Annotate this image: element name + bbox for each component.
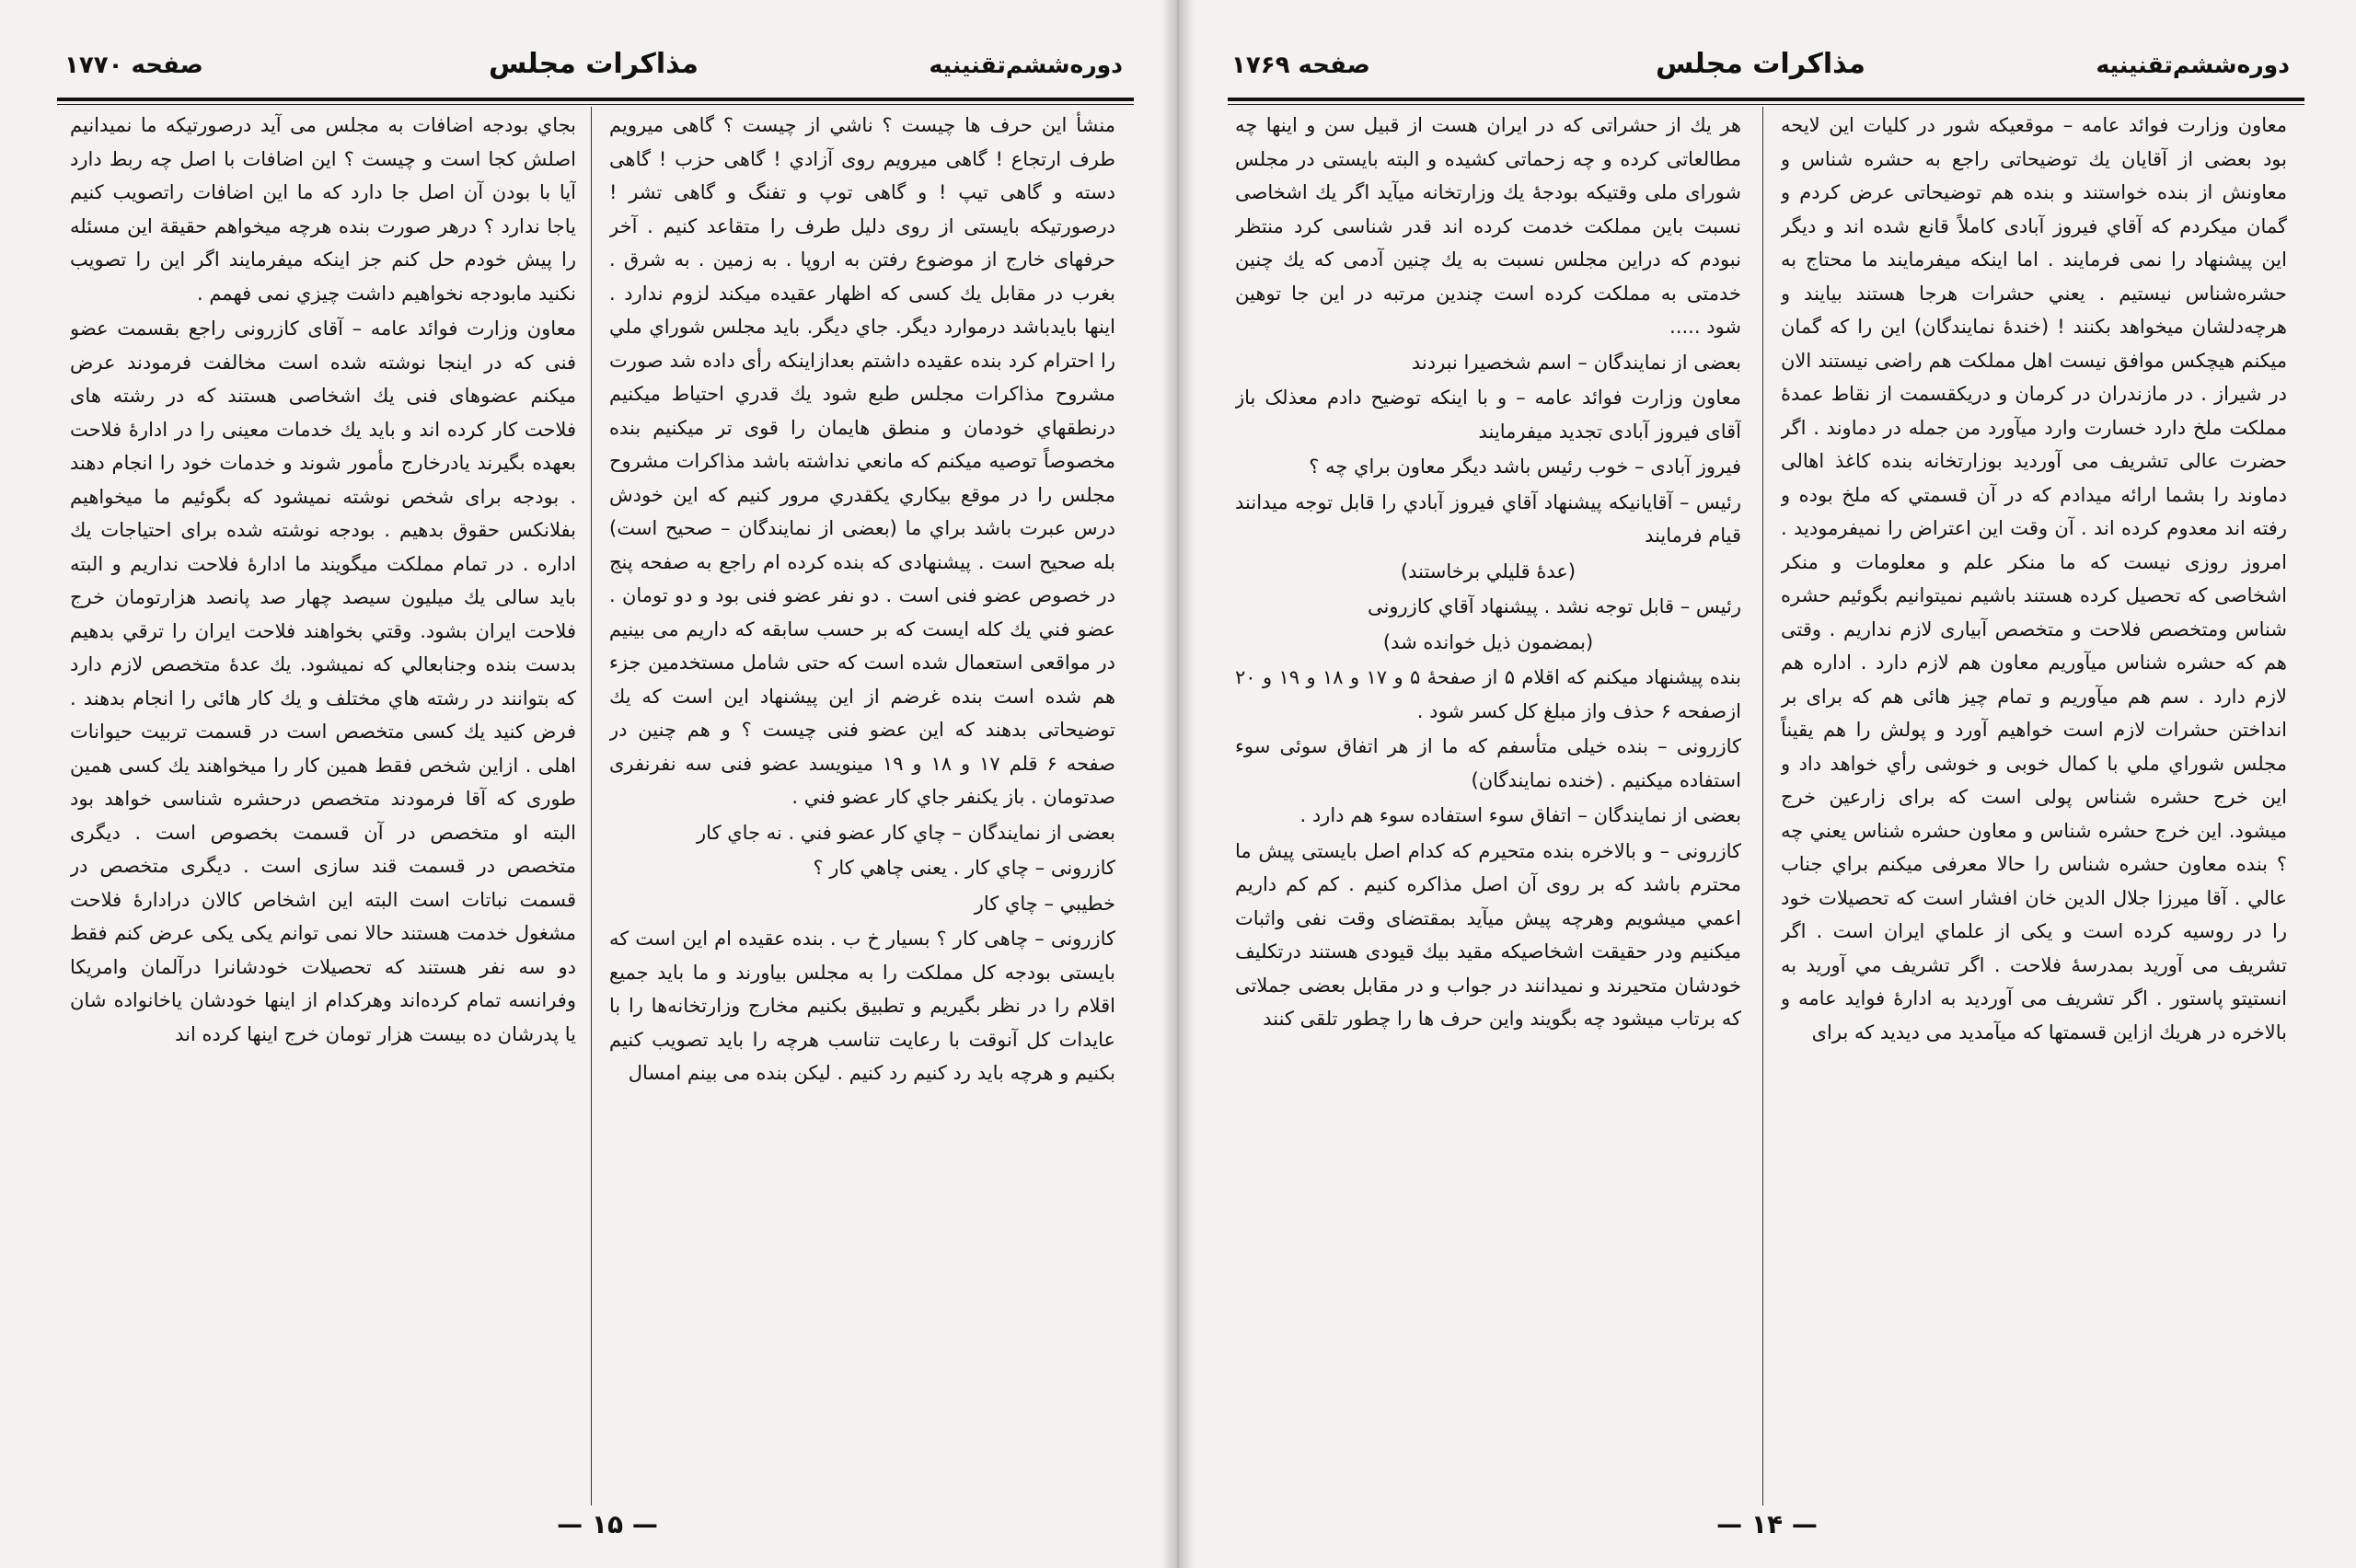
paragraph: کازرونی – چاهی کار ؟ بسیار خ ب . بنده عقیده ام این است که بایستی بودجه کل مملکت را به مجلس بیاورند و ما باید جمیع اقلام را در نظر بگیریم و تطبیق بکنیم مخارج وزارتخانه‌ها را با عایدات کل آنوقت با رعایت تناسب هرچه را باید تصویب کنیم بکنیم و هرچه باید رد کنیم رد کنیم . لیکن بنده می بینم امسال bbox=[609, 928, 1115, 1084]
paragraph: معاون وزارت فوائد عامه – و با اینکه توضیح دادم معذلک باز آقای فیروز آبادی تجدید میفرمایند bbox=[1235, 386, 1741, 443]
paragraph: معاون وزارت فوائد عامه – آقای کازرونی راجع بقسمت عضو فنی که در اینجا نوشته شده است مخالفت فرمودند عرض میکنم عضوهای فنی یك اشخاصی هستند که در رشته های فلاحت کار کرده اند و باید یك خدمات معینی را در ادارهٔ فلاحت بعهده بگیرند یادرخارج مأمور شوند و خدمات خود را انجام دهند . بودجه برای شخص نوشته نمیشود که بگوئیم ما میخواهیم بفلانکس حقوق بدهیم . بودجه نوشته شده برای احتیاجات یك اداره . در تمام مملکت میگویند ما ادارهٔ فلاحت نداریم و البته باید سالی یك میلیون سیصد چهار صد پانصد هزارتومان خرج فلاحت ایران بشود. وقتي بخواهند فلاحت ایران را ترقي بدهیم بدست بنده وجنابعالي که نمیشود. یك عدهٔ متخصص لازم دارد که بتوانند در رشته هاي مختلف و یك کار هائی را انجام بدهند . فرض کنید یك کسی متخصص است در قسمت تربیت حیوانات اهلی . ازاین شخص فقط همین کار را میخواهند یك کسی همین طوری که آقا فرمودند متخصص درحشره شناسی خواهد بود البته او متخصص در آن قسمت بخصوص است . دیگری متخصص در قسمت قند سازی است . دیگری متخصص در قسمت نباتات است البته این اشخاص کالان درادارهٔ فلاحت مشغول خدمت هستند حالا نمی توانم یکی یکی عرض کنم فقط دو سه نفر هستند که تحصیلات خودشانرا درآلمان وامریکا وفرانسه تمام کرده‌اند وهرکدام از اینها خودشان یاخانواده شان یا پدرشان ده بیست هزار تومان خرج اینها کرده اند bbox=[70, 317, 576, 1045]
right-page-header bbox=[1231, 48, 2290, 99]
paragraph: رئیس – قابل توجه نشد . پیشنهاد آقاي کازرونی bbox=[1368, 595, 1741, 617]
left-page-left-column bbox=[70, 109, 576, 1516]
paragraph: بنده پیشنهاد میکنم که اقلام ۵ از صفحهٔ ۵ و ۱۷ و ۱۸ و ۱۹ و ۲۰ ازصفحه ۶ حذف واز مبلغ کل کسر شود . bbox=[1235, 666, 1741, 722]
paragraph: (عدهٔ قلیلي برخاستند) bbox=[1400, 559, 1576, 582]
paragraph: کازرونی – چاي کار . یعنی چاهي کار ؟ bbox=[813, 857, 1115, 879]
right-page-left-column bbox=[1235, 109, 1741, 1516]
right-header-rule-thin bbox=[1228, 104, 2304, 105]
right-page-right-column bbox=[1781, 109, 2287, 1516]
left-page-folio: — ۱۵ — bbox=[557, 1509, 658, 1539]
right-header-title: مذاکرات مجلس bbox=[1655, 48, 1866, 80]
column-divider bbox=[1762, 107, 1763, 1505]
left-header-title: مذاکرات مجلس bbox=[488, 48, 699, 80]
paragraph: منشأ این حرف ها چیست ؟ ناشي از چیست ؟ گاهی میرویم طرف ارتجاع ! گاهی میرویم روی آزادي ! گاهی حزب ! گاهی دسته و گاهی تیپ ! و گاهی توپ و تفنگ و گاهی تشر ! درصورتیکه بایستی از روی دلیل طرف را متقاعد کنیم . آخر حرفهای خارج از موضوع رفتن به اروپا . به زمین . به شرق . بغرب در مقابل یك کسی که اظهار عقیده میکند لزوم ندارد . اینها بایدباشد درموارد دیگر. جاي دیگر. باید مجلس شوراي ملي را احترام کرد بنده عقیده داشتم بعدازاینکه رأی داده شد صورت مشروح مذاکرات مجلس طبع شود یك قدري احتیاط میکنیم درنطقهاي خودمان و منطق هایمان را قوی تر میکنیم بنده مخصوصاً توصیه میکنم که مانعي نداشته باشد مذاکرات مشروح مجلس را در موقع بیکاري یکقدري مرور کنیم که این خودش درس عبرت باشد براي ما (بعضی از نمایندگان – صحیح است) بله صحیح است . پیشنهادی که بنده کرده ام راجع به صفحه پنج در خصوص عضو فنی است . دو نفر عضو فنی بود و دو تومان . عضو فني یك کله ایست که بر حسب سابقه که داریم می بینیم در مواقعی استعمال شده است که حتی شامل مستخدمین جزء هم شده است بنده غرضم از این پیشنهاد این است که یك توضیحاتی بدهند که این عضو فنی چیست ؟ و هم چنین در صفحه ۶ قلم ۱۷ و ۱۸ و ۱۹ مینویسد عضو فنی سه نفرنفری صدتومان . باز یکنفر جاي کار عضو فني . bbox=[609, 114, 1115, 808]
paragraph: خطیبي – چاي کار bbox=[974, 892, 1115, 915]
paragraph: فیروز آبادی – خوب رئیس باشد دیگر معاون براي چه ؟ bbox=[1309, 455, 1741, 478]
paragraph: بعضی از نمایندگان – چاي کار عضو فني . نه جاي کار bbox=[697, 821, 1115, 844]
right-header-page-number: صفحه ۱۷۶۹ bbox=[1231, 52, 1370, 79]
right-header-rule bbox=[1228, 98, 2304, 101]
left-page-header bbox=[64, 48, 1123, 99]
left-page-right-column bbox=[609, 109, 1115, 1516]
paragraph: هر یك از حشراتی که در ایران هست از قبیل سن و اینها چه مطالعاتی کرده و چه زحماتی کشیده و البته بایستی در مجلس شورای ملی وقتیکه بودجهٔ یك وزارتخانه میآید اگر یك اشخاصی نسبت باین مملکت خدمت کرده اند قدر شناسی کرد منتظر نبودم که دراین مجلس نسبت به یك چنین آدمی که یك چنین خدمتی به مملکت کرده است چندین مرتبه در این جا توهین شود ..... bbox=[1235, 114, 1741, 338]
right-page bbox=[1178, 0, 2356, 1568]
paragraph: معاون وزارت فوائد عامه – موقعیکه شور در کلیات این لایحه بود بعضی از آقایان یك توضیحاتی راجع به حشره شناس و معاونش از بنده خواستند و بنده هم توضیحاتی عرض کردم و گمان میکردم که آقاي فیروز آبادی کاملاً قانع شده اند و دیگر این پیشنهاد را نمی فرمایند . اما اینکه میفرمایند ما محتاج به حشره‌شناس نیستیم . یعني حشرات هرجا هستند بیایند و هرچه‌دلشان میخواهد بکنند ! (خندهٔ نمایندگان) این را که گمان میکنم هیچکس موافق نیست اهل مملکت هم راضی نیستند الان در شیراز . در مازندران در کرمان و دریکقسمت از نقاط عمدهٔ مملکت ملخ دارد خسارت وارد میآورد من جمله در دماوند . اگر حضرت عالی تشریف می آوردید بوزارتخانه بنده کاغذ اهالی دماوند را بشما ارائه میدادم که در آن قسمتي که ملخ بوده و رفته اند معدوم کرده اند . آن وقت این اعتراض را نمیفرمودید . امروز روزی نیست که ما منکر علم و معلومات و منکر اشخاصی که تحصیل کرده هستند باشیم نمیتوانیم بگوئیم حشره شناس ومتخصص فلاحت و متخصص آبیاری لازم نداریم . وقتی هم که حشره شناس میآوریم معاون هم لازم دارد . اداره هم لازم دارد . سم هم میآوریم و تمام چیز هائی هم که برای بر انداختن حشرات لازم است خواهیم آورد و پولش را هم یقیناً مجلس شوراي ملي با کمال خوبی و خوشی رأي خواهد داد و این خرج حشره شناس پولی است که برای زارعین خرج میشود. این خرج حشره شناس و معاون حشره شناس یعني چه ؟ بنده معاون حشره شناس را حالا معرفی میکنم براي جناب عالي . آقا میرزا جلال الدین خان افشار است که تحصیلات خود را در روسیه کرده است و یکی از علماي ایران است . اگر تشریف می آورید بمدرسهٔ فلاحت . اگر تشریف مي آورید به انستیتو پاستور . اگر تشریف می آوردید به ادارهٔ فواید عامه و بالاخره در هریك ازاین قسمتها که میآمدید می دیدید که برای bbox=[1781, 114, 2287, 1043]
left-header-rule bbox=[57, 98, 1134, 101]
paragraph: (بمضمون ذیل خوانده شد) bbox=[1382, 630, 1594, 653]
paragraph: کازرونی – و بالاخره بنده متحیرم که کدام اصل بایستی پیش ما محترم باشد که بر روی آن اصل مذاکره کنیم . کم کم داریم اعمي میشویم وهرچه پیش میآید بمقتضای وقت نفی واثبات میکنیم ودر حقیقت اشخاصیکه مقید بیك قیودی هستند درتکلیف خودشان متحیرند و نمیدانند در جواب و در مقابل بعضی جملاتی که برتاب میشود چه بگویند واین حرف ها را چطور تلقی کنند bbox=[1235, 839, 1741, 1030]
left-header-page-number: صفحه ۱۷۷۰ bbox=[64, 52, 203, 79]
left-header-rule-thin bbox=[57, 104, 1134, 105]
right-header-section: دوره‌ششم‌تقنینیه bbox=[2096, 52, 2290, 78]
paragraph: بعضی از نمایندگان – اسم شخصیرا نبردند bbox=[1411, 351, 1741, 374]
right-page-folio: — ۱۴ — bbox=[1716, 1509, 1818, 1539]
column-divider bbox=[591, 107, 592, 1505]
paragraph: کازرونی – بنده خیلی متأسفم که ما از هر اتفاق سوئی سوء استفاده میکنیم . (خنده نمایندگان) bbox=[1235, 735, 1741, 791]
left-header-section: دوره‌ششم‌تقنینیه bbox=[929, 52, 1123, 78]
paragraph: بعضی از نمایندگان – اتفاق سوء استفاده سوء هم دارد . bbox=[1299, 804, 1741, 826]
paragraph: رئیس – آقایانیکه پیشنهاد آقاي فیروز آبادي را قابل توجه میدانند قیام فرمایند bbox=[1235, 490, 1741, 547]
paragraph: بجاي بودجه اضافات به مجلس می آید درصورتیکه ما نمیدانیم اصلش کجا است و چیست ؟ این اضافات با اصل چه ربط دارد آیا با بودن آن اصل جا دارد که ما این اضافات راتصویب کنیم یاجا ندارد ؟ درهر صورت بنده هرچه میخواهم حقیقة این مسئله را پیش خودم حل کنم جز اینکه میفرمایند اگر این را تصویب نکنید مابودجه نخواهیم داشت چیزي نمی فهمم . bbox=[70, 114, 576, 305]
